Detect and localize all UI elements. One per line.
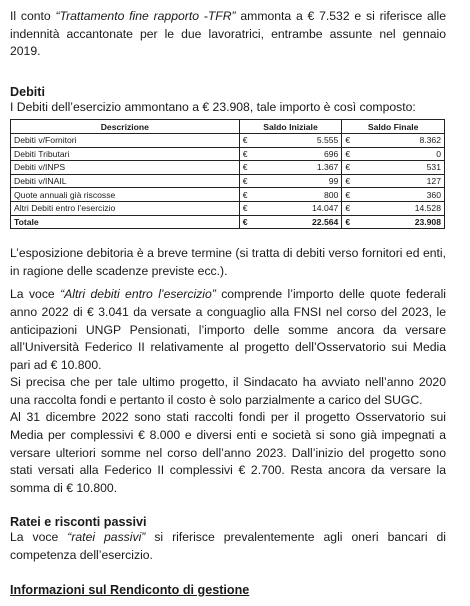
dicembre-paragraph: Al 31 dicembre 2022 sono stati raccolti fondi per il progetto Osservatorio sui Media per complessivi € 8.000 e diversi enti e società si sono già impegnati a versare ulteriori somme nel corso dell’anno 2023. Dall’inizio del progetto sono stati versati alla Federico II complessivi € 2.700. Resta ancora da versare la somma di € 10.800. (10, 410, 446, 495)
tfr-account-name: “Trattamento fine rapporto -TFR” (55, 9, 236, 23)
table-row: Altri Debiti entro l’esercizio € 14.047 € 14.528 (11, 201, 445, 215)
table-row: Quote annuali già riscosse € 800 € 360 (11, 188, 445, 202)
col-saldo-iniziale: Saldo Iniziale (239, 120, 342, 134)
col-saldo-finale: Saldo Finale (342, 120, 445, 134)
table-row: Debiti Tributari € 696 € 0 (11, 147, 445, 161)
ratei-heading: Ratei e risconti passivi (10, 515, 147, 530)
altri-debiti-voce: “Altri debiti entro l’esercizio” (60, 287, 216, 302)
debts-table-header (11, 120, 445, 134)
debiti-intro: I Debiti dell’esercizio ammontano a € 23.908, tale importo è così composto: (10, 99, 416, 114)
ratei-voce: “ratei passivi” (67, 530, 146, 545)
table-total-row: Totale € 22.564 € 23.908 (11, 215, 445, 229)
altri-debiti-paragraph: La voce “Altri debiti entro l’esercizio” comprende l’importo delle quote federali anno 2022 di € 3.041 da versate a conguaglio alla FNSI nel corso del 2023, le anticipazioni UNGP Pensionati, l’importo delle somme ancora da versare all’Università Federico II relativamente al progetto dell’Osservatorio sui Media pari ad € 10.800. (10, 287, 446, 372)
table-row: Debiti v/Fornitori € 5.555 € 8.362 (11, 133, 445, 147)
col-descrizione: Descrizione (11, 120, 240, 134)
ratei-paragraph: La voce “ratei passivi” si riferisce prevalentemente agli oneri bancari di competenza dell’esercizio. (10, 530, 447, 563)
esposizione-paragraph: L’esposizione debitoria è a breve termine (si tratta di debiti verso fornitori ed enti, in ragione delle scadenze previste ecc.). (10, 246, 446, 278)
info-rendiconto-heading: Informazioni sul Rendiconto di gestione (10, 582, 250, 597)
debiti-heading: Debiti (10, 84, 45, 99)
debts-table (10, 119, 445, 229)
tfr-paragraph: Il conto “Trattamento fine rapporto -TFR” ammonta a € 7.532 e si riferisce alle indennità accantonate per le due lavoratrici, entrambe assunte nel gennaio 2019. (10, 9, 446, 59)
table-row: Debiti v/INAIL € 99 € 127 (11, 174, 445, 188)
table-row: Debiti v/INPS € 1.367 € 531 (11, 161, 445, 175)
precisa-paragraph: Si precisa che per tale ultimo progetto, il Sindacato ha avviato nell’anno 2020 una raccolta fondi e pertanto il costo è solo parzialmente a carico del SUGC. (10, 375, 446, 407)
